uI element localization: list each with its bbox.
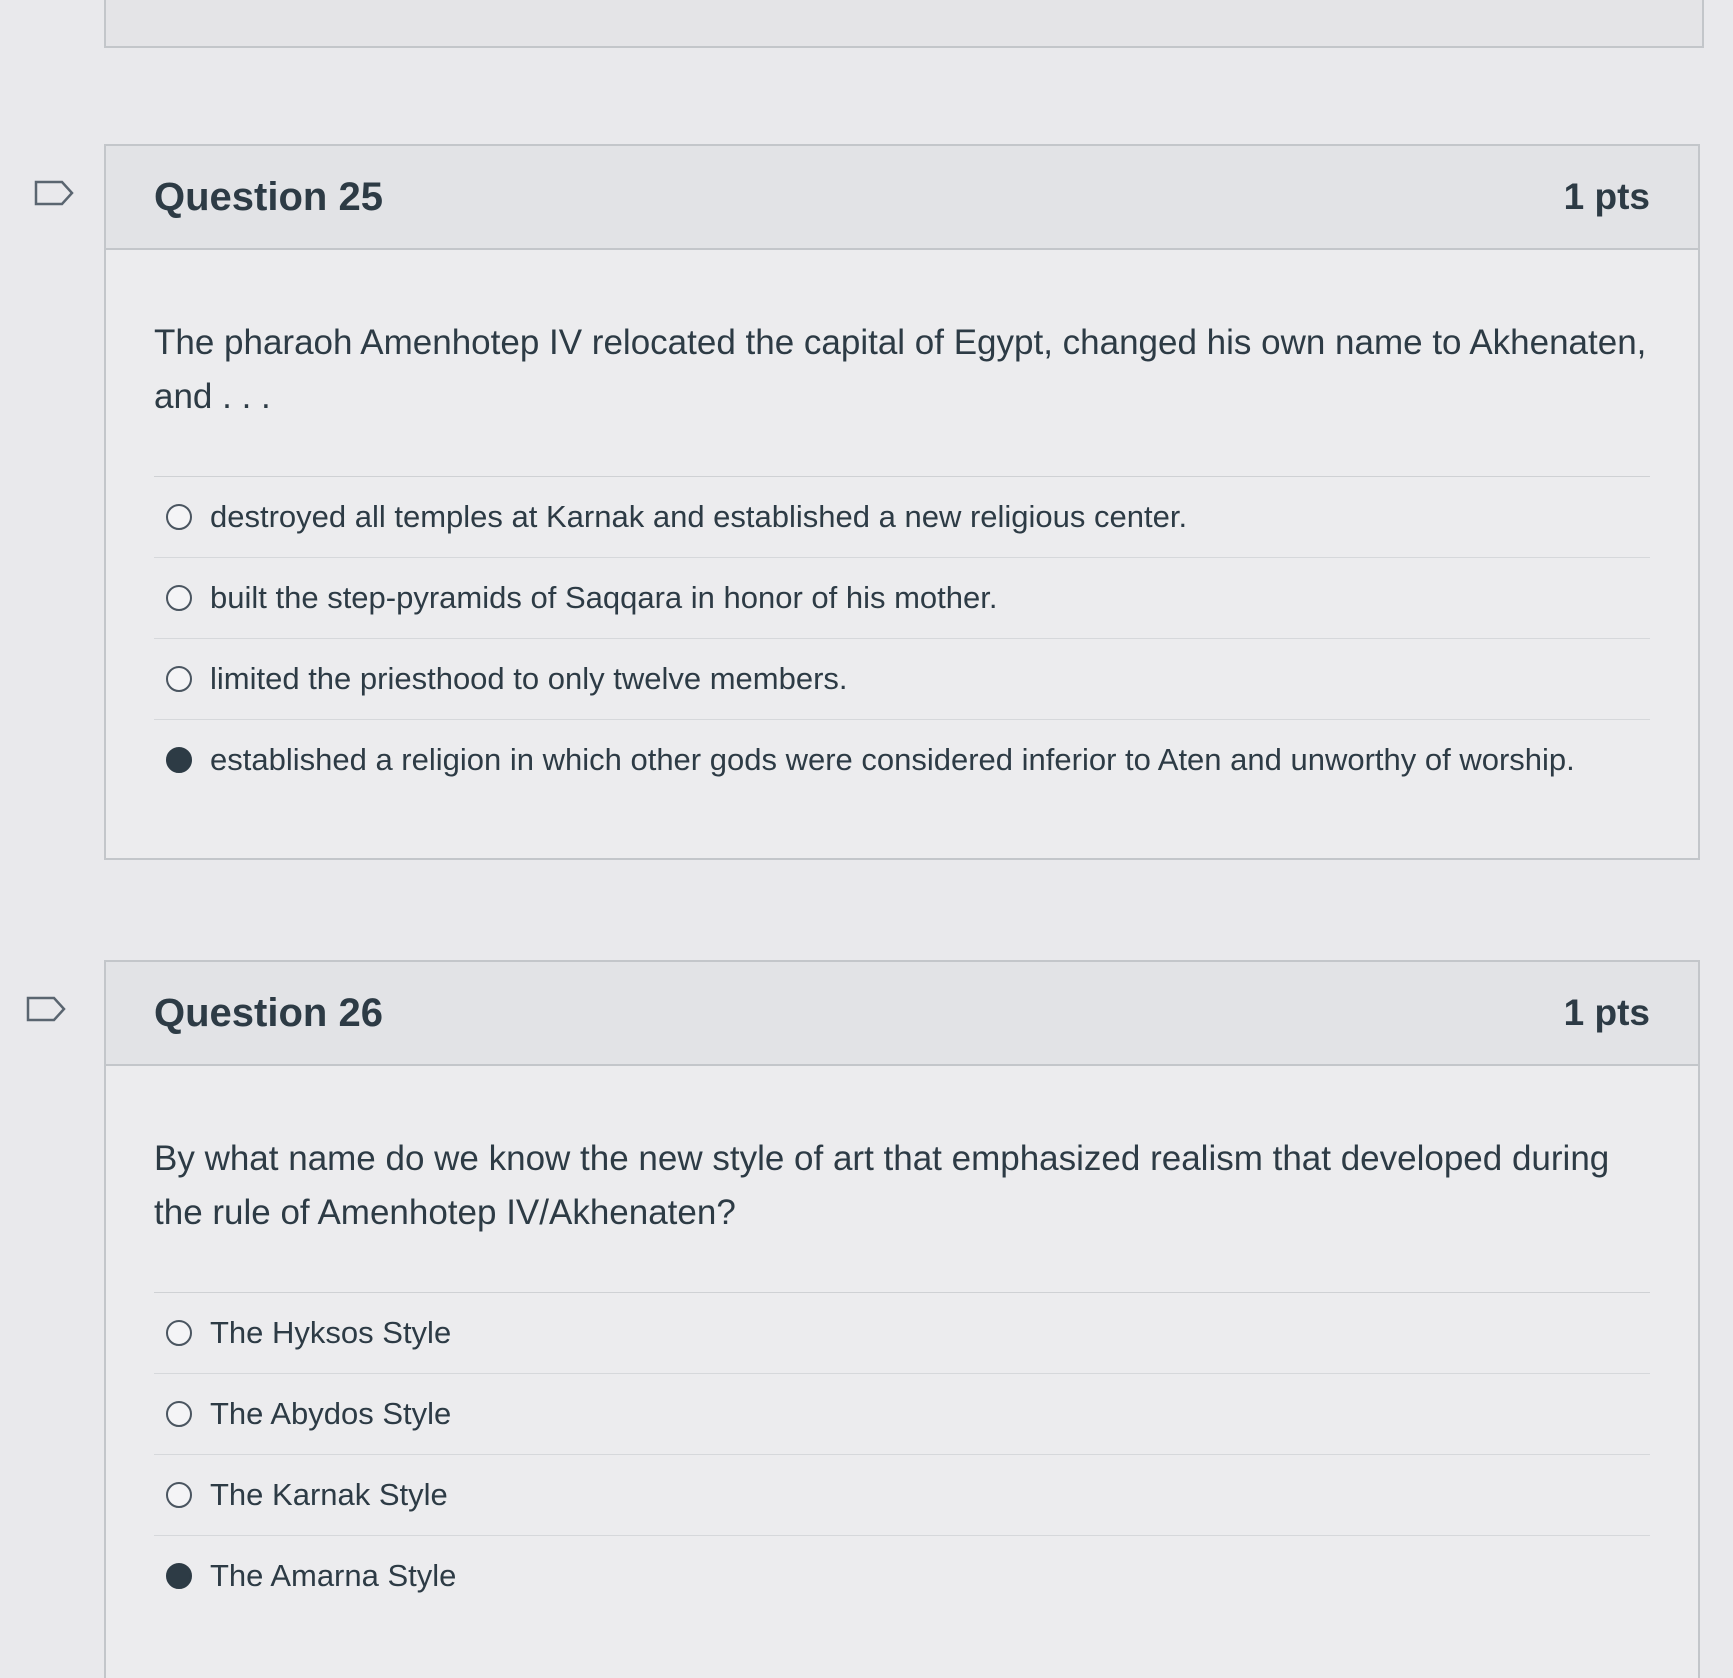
- radio-button-icon[interactable]: [166, 504, 192, 530]
- radio-button-icon[interactable]: [166, 1401, 192, 1427]
- question-body: [106, 1066, 1698, 1656]
- question-body: [106, 250, 1698, 840]
- question-text: The pharaoh Amenhotep IV relocated the capital of Egypt, changed his own name to Akhenaten, and . . .: [154, 316, 1650, 477]
- answer-option[interactable]: [154, 639, 1650, 720]
- answer-label: The Amarna Style: [210, 1558, 457, 1593]
- answer-option-selected[interactable]: [154, 720, 1650, 800]
- radio-button-icon[interactable]: [166, 1320, 192, 1346]
- answer-label: destroyed all temples at Karnak and established a new religious center.: [210, 499, 1188, 534]
- answer-list: [154, 1293, 1650, 1616]
- question-26: [104, 960, 1700, 1678]
- answer-option[interactable]: [154, 1455, 1650, 1536]
- answer-list: [154, 477, 1650, 800]
- radio-button-icon[interactable]: [166, 1482, 192, 1508]
- question-header: [106, 146, 1698, 250]
- radio-button-icon[interactable]: [166, 747, 192, 773]
- answer-option[interactable]: [154, 1293, 1650, 1374]
- question-header: [106, 962, 1698, 1066]
- radio-button-icon[interactable]: [166, 1563, 192, 1589]
- answer-option[interactable]: [154, 1374, 1650, 1455]
- previous-question-box: [104, 0, 1704, 48]
- answer-label: The Karnak Style: [210, 1477, 448, 1512]
- answer-label: limited the priesthood to only twelve members.: [210, 661, 848, 696]
- question-25: [104, 144, 1700, 860]
- answer-option[interactable]: [154, 558, 1650, 639]
- question-points: 1 pts: [1563, 992, 1650, 1033]
- answer-option[interactable]: [154, 477, 1650, 558]
- flag-question-icon[interactable]: [34, 180, 74, 206]
- question-title: Question 26: [154, 990, 383, 1035]
- answer-label: built the step-pyramids of Saqqara in honor of his mother.: [210, 580, 998, 615]
- answer-option-selected[interactable]: [154, 1536, 1650, 1616]
- answer-label: The Abydos Style: [210, 1396, 452, 1431]
- question-text: By what name do we know the new style of art that emphasized realism that developed during the rule of Amenhotep IV/Akhenaten?: [154, 1132, 1650, 1293]
- radio-button-icon[interactable]: [166, 585, 192, 611]
- question-title: Question 25: [154, 174, 383, 219]
- answer-label: The Hyksos Style: [210, 1315, 452, 1350]
- question-points: 1 pts: [1563, 176, 1650, 217]
- answer-label: established a religion in which other gods were considered inferior to Aten and unworthy of worship.: [210, 742, 1575, 777]
- flag-question-icon[interactable]: [26, 996, 66, 1022]
- radio-button-icon[interactable]: [166, 666, 192, 692]
